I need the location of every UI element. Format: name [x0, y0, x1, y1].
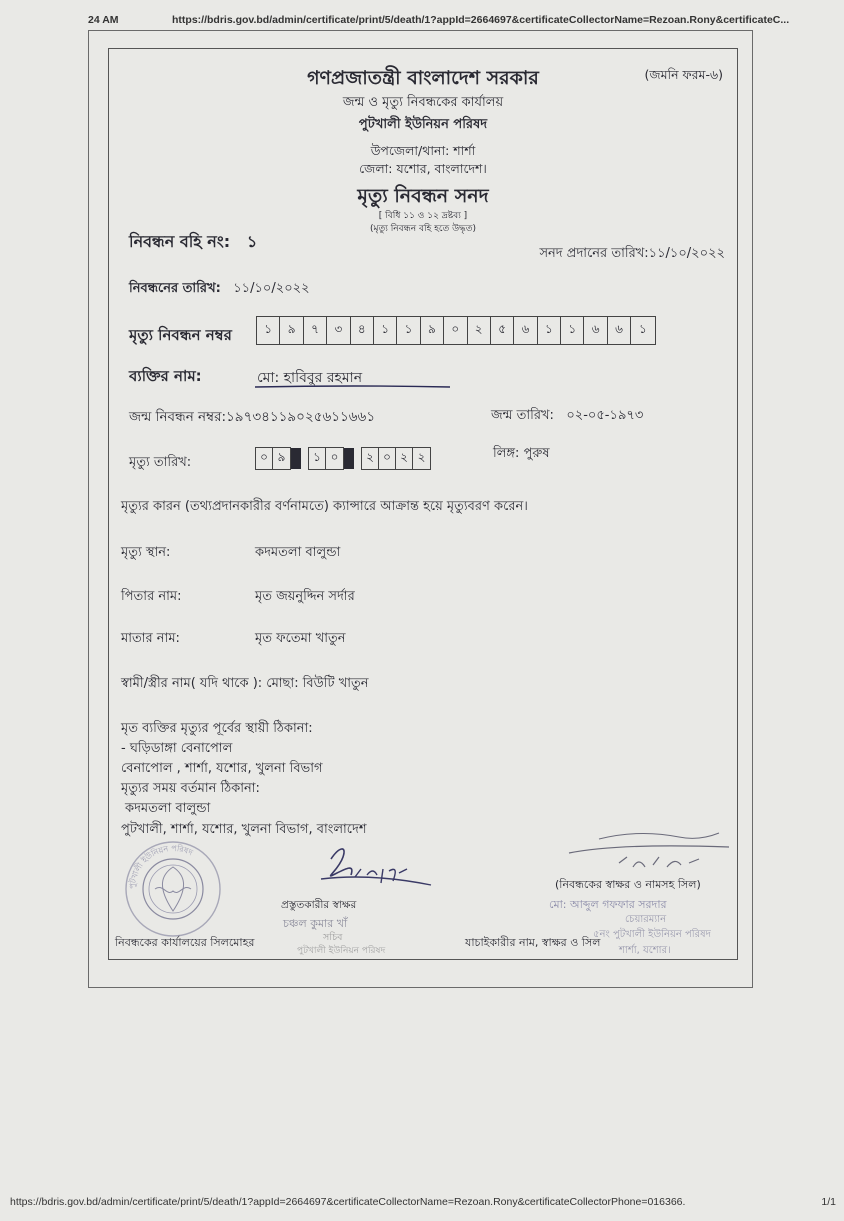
issue-date-value: ১১/১০/২০২২ [648, 246, 725, 261]
death-date-year [361, 447, 431, 470]
present-address-line1: কদমতলা বালুন্ডা [125, 801, 211, 816]
cause-of-death: মৃত্যুর কারন (তথ্যপ্রদানকারীর বর্ণনামতে) ক্যান্সারে আক্রান্ত হয়ে মৃত্যুবরণ করেন। [121, 499, 528, 514]
registrar-union: ৫নং পুটখালী ইউনিয়ন পরিষদ [593, 929, 711, 940]
gender-label: লিঙ্গ: [493, 446, 520, 461]
digit-box: ৬ [514, 317, 537, 344]
digit-box: ৬ [584, 317, 607, 344]
office-name: জন্ম ও মৃত্যু নিবন্ধকের কার্যালয় [342, 95, 504, 110]
preparer-sign-label: প্রস্তুতকারীর স্বাক্ষর [281, 899, 357, 911]
digit-box: ২ [362, 448, 379, 469]
seal-ring-text: পুটখালী ইউনিয়ন পরিষদ [127, 843, 195, 890]
page-number: 1/1 [821, 1196, 836, 1208]
birth-date-label: জন্ম তারিখ: [491, 408, 554, 423]
perm-address-label: মৃত ব্যক্তির মৃত্যুর পূর্বের স্থায়ী ঠিকানা: [121, 721, 313, 736]
district: জেলা: যশোর, বাংলাদেশ। [359, 161, 487, 176]
father-label: পিতার নাম: [121, 589, 182, 604]
digit-box: ২ [396, 448, 413, 469]
death-reg-label: মৃত্যু নিবন্ধন নম্বর [129, 326, 232, 344]
digit-box: ১ [639, 321, 647, 336]
upazila: উপজেলা/থানা: শার্শা [370, 143, 476, 158]
svg-text:পুটখালী ইউনিয়ন পরিষদ [127, 844, 195, 889]
gender [493, 444, 550, 465]
perm-address-line1: - ঘড়িডাঙ্গা বেনাপোল [121, 741, 233, 756]
digit-box: ৯ [277, 449, 286, 464]
registrar-label: (নিবন্ধকের স্বাক্ষর ও নামসহ সিল) [555, 878, 701, 891]
digit-box: ০ [256, 448, 273, 469]
digit-box: ০ [330, 449, 339, 464]
digit-box: ৪ [351, 317, 374, 344]
place-value: কদমতলা বালুন্ডা [255, 545, 341, 560]
reg-date-label: নিবন্ধনের তারিখ: [129, 281, 221, 296]
name-label: ব্যক্তির নাম: [129, 367, 202, 385]
digit-box: ৬ [608, 317, 631, 344]
death-reg-number-boxes [256, 316, 656, 345]
preparer-union: পুটখালী ইউনিয়ন পরিষদ [297, 946, 386, 956]
name-underline [255, 385, 450, 389]
digit-box: ২ [468, 317, 491, 344]
perm-address-line2: বেনাপোল , শার্শা, যশোর, খুলনা বিভাগ [121, 761, 323, 776]
footer-url: https://bdris.gov.bd/admin/certificate/print/5/death/1?appId=2664697&certificateCollectorName=Rezoan.Rony&certificateCollectorPhone=016366. [10, 1196, 686, 1208]
digit-box: ৩ [327, 317, 350, 344]
date-separator [344, 448, 354, 469]
registration-date [129, 279, 310, 300]
seal-label: নিবন্ধকের কার্যালয়ের সিলমোহর [115, 936, 255, 949]
print-header [88, 14, 838, 30]
registrar-upazila: শার্শা, যশোর। [619, 945, 671, 956]
father-value: মৃত জয়নুদ্দিন সর্দার [255, 589, 355, 604]
issue-date [539, 244, 725, 265]
death-date-month [308, 447, 344, 470]
reg-book-label: নিবন্ধন বহি নং: [129, 232, 231, 251]
digit-box: ০ [379, 448, 396, 469]
certificate-title: মৃত্যু নিবন্ধন সনদ [357, 185, 489, 207]
gender-value: পুরুষ [523, 446, 550, 461]
mother-value: মৃত ফতেমা খাতুন [255, 631, 346, 646]
death-date-day [255, 447, 291, 470]
name-value: মো: হাবিবুর রহমান [257, 370, 363, 386]
registrar-signature [559, 823, 739, 879]
verifier-label: যাচাইকারীর নাম, স্বাক্ষর ও সিল [465, 936, 601, 949]
digit-box: ১ [397, 317, 420, 344]
birth-reg [129, 406, 375, 429]
digit-box: ৯ [421, 317, 444, 344]
mother-label: মাতার নাম: [121, 631, 180, 646]
registrar-title: চেয়ারম্যান [625, 914, 667, 925]
digit-box: ১ [257, 317, 280, 344]
digit-box: ০ [444, 317, 467, 344]
spouse: স্বামী/স্ত্রীর নাম( যদি থাকে ): মোছা: বিউটি খাতুন [121, 676, 369, 691]
birth-date [491, 406, 643, 427]
present-address-line2: পুটখালী, শার্শা, যশোর, খুলনা বিভাগ, বাংলাদেশ [121, 822, 367, 837]
digit-box: ১ [374, 317, 397, 344]
registration-book [129, 229, 257, 256]
death-date-boxes [255, 447, 438, 470]
print-url: https://bdris.gov.bd/admin/certificate/print/5/death/1?appId=2664697&certificateCollectorName=Rezoan.Rony&certificateC... [172, 14, 790, 26]
death-date-label: মৃত্যু তারিখ: [129, 455, 192, 470]
form-number: (জমনি ফরম-৬) [644, 67, 723, 82]
preparer-signature [281, 839, 441, 899]
digit-box: ১ [561, 317, 584, 344]
print-footer [10, 1196, 836, 1212]
place-label: মৃত্যু স্থান: [121, 545, 171, 560]
digit-box: ১ [309, 448, 326, 469]
birth-date-value: ০২-০৫-১৯৭৩ [566, 408, 644, 423]
date-separator [291, 448, 301, 469]
digit-box: ৭ [304, 317, 327, 344]
digit-box: ১ [538, 317, 561, 344]
rule-note: [ বিধি ১১ ও ১২ দ্রষ্টব্য ] [378, 211, 468, 221]
present-address-label: মৃত্যুর সময় বর্তমান ঠিকানা: [121, 781, 260, 796]
birth-reg-label: জন্ম নিবন্ধন নম্বর: [129, 409, 227, 425]
death-certificate [108, 48, 738, 960]
source-note: (মৃত্যু নিবন্ধন বহি হতে উদ্ধৃত) [369, 224, 477, 234]
digit-box: ৯ [280, 317, 303, 344]
issue-date-label: সনদ প্রদানের তারিখ: [539, 246, 649, 261]
registrar-name: মো: আব্দুল গফফার সরদার [549, 898, 667, 911]
reg-book-value: ১ [246, 232, 258, 251]
preparer-title: সচিব [323, 932, 343, 943]
birth-reg-value: ১৯৭৩৪১১৯০২৫৬১১৬৬১ [226, 409, 376, 425]
digit-box: ৫ [491, 317, 514, 344]
print-time: 24 AM [88, 14, 119, 26]
preparer-name: চঞ্চল কুমার খাঁ [283, 917, 348, 930]
reg-date-value: ১১/১০/২০২২ [233, 281, 310, 296]
government-title: গণপ্রজাতন্ত্রী বাংলাদেশ সরকার [307, 67, 539, 89]
union-name: পুটখালী ইউনিয়ন পরিষদ [358, 117, 488, 132]
digit-box: ২ [417, 449, 426, 464]
office-seal [123, 839, 223, 939]
